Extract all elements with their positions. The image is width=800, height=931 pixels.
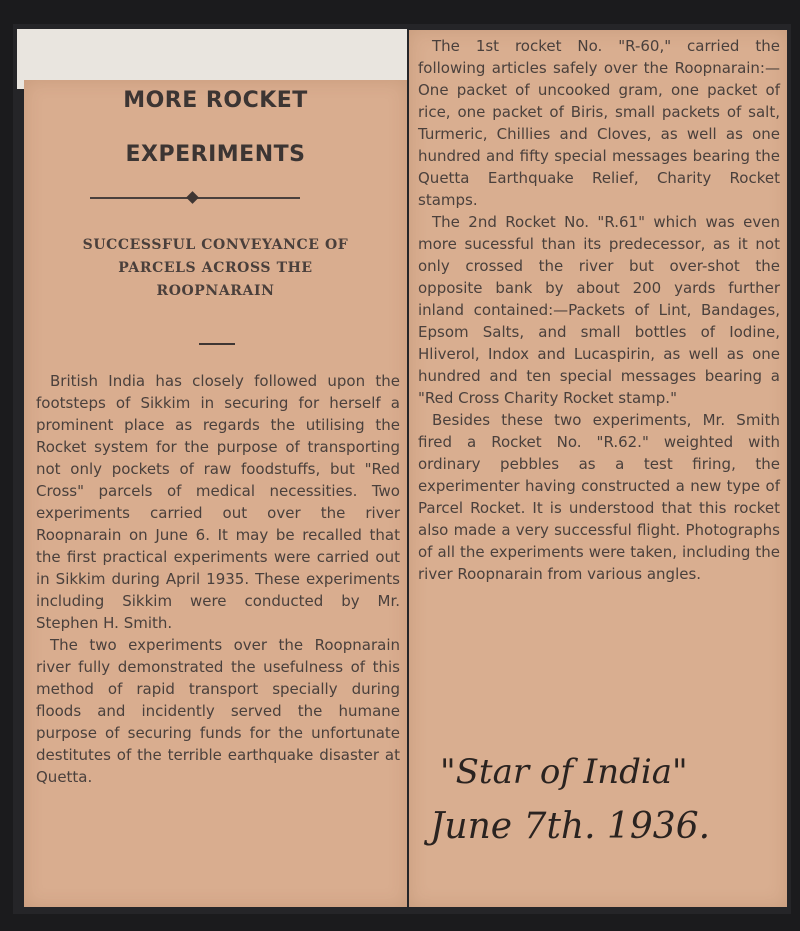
subheadline-line1: SUCCESSFUL CONVEYANCE OF [82, 237, 349, 253]
left-paragraph-1: British India has closely followed upon the footsteps of Sikkim in securing for herself a prominent place as regards the utilising the Rocket system for the purpose of transporting not only pockets of raw foodstuffs, but "Red Cross" parcels of medical necessities. Two experiments carried out over the river Roopnarain on June 6. It may be recalled that the first practical experiments were carried out in Sikkim during April 1935. These experiments including Sikkim were conducted by Mr. Stephen H. Smith. [36, 372, 400, 632]
right-paragraph-3: Besides these two experiments, Mr. Smith fired a Rocket No. "R.62." weighted with ordinary pebbles as a test firing, the experimenter having constructed a new type of Parcel Rocket. It is understood that this rocket also made a very successful flight. Photographs of all the experiments were taken, including the river Roopnarain from various angles. [418, 411, 780, 583]
subheadline-line3: ROOPNARAIN [156, 283, 275, 299]
right-paragraph-1: The 1st rocket No. "R-60," carried the following articles safely over the Roopnarain:—One packet of uncooked gram, one packet of rice, one packet of Biris, small packets of salt, Turmeric, Chillies and Cloves, as well as one hundred and fifty special messages bearing the Quetta Earthquake Relief, Charity Rocket stamps. [418, 37, 780, 209]
article-left-column [36, 370, 400, 788]
handwritten-source: "Star of India" [440, 752, 688, 792]
handwritten-date: June 7th. 1936. [430, 806, 711, 847]
right-paragraph-2: The 2nd Rocket No. "R.61" which was even more sucessful than its predecessor, as it not only crossed the river but over-shot the opposite bank by about 200 yards further inland contained:—Packets of Lint, Bandages, Epsom Salts, and small bottles of Iodine, Hliverol, Indox and Lucaspirin, as well as one hundred and ten special messages bearing a "Red Cross Charity Rocket stamp." [418, 213, 780, 407]
left-paragraph-2: The two experiments over the Roopnarain river fully demonstrated the usefulness of this method of rapid transport specially during floods and incidently served the humane purpose of securing funds for the unfortunate destitutes of the terrible earthquake disaster at Quetta. [36, 636, 400, 786]
section-dash [199, 343, 235, 345]
subheadline-line2: PARCELS ACROSS THE [118, 260, 313, 276]
article-right-column [418, 35, 780, 585]
headline-line2: EXPERIMENTS [125, 142, 306, 167]
headline-line1: MORE ROCKET [123, 88, 308, 113]
